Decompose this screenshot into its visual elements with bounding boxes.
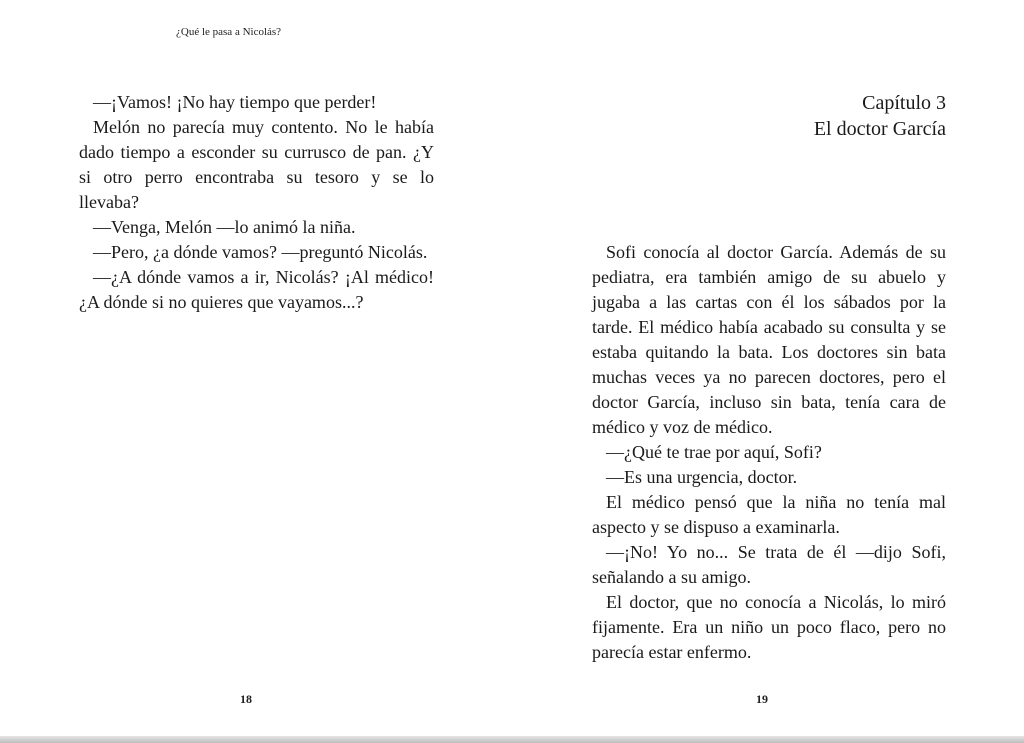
chapter-title: El doctor García: [813, 118, 946, 140]
right-page-text: [592, 240, 946, 665]
paragraph: —Pero, ¿a dónde vamos? —preguntó Nicolás.: [93, 242, 428, 262]
paragraph: Melón no parecía muy contento. No le había dado tiempo a esconder su currusco de pan. ¿Y si otro perro encontraba su tesoro y se lo llevaba?: [79, 117, 434, 212]
paragraph: —¿Qué te trae por aquí, Sofi?: [606, 442, 822, 462]
paragraph: Sofi conocía al doctor García. Además de su pediatra, era también amigo de su abuelo y jugaba a las cartas con él los sábados por la tarde. El médico había acabado su consulta y se estaba quitando la bata. Los doctores sin bata muchas veces ya no parecen doctores, pero el doctor García, incluso sin bata, tenía cara de médico y voz de médico.: [592, 242, 946, 437]
paragraph: —Venga, Melón —lo animó la niña.: [93, 217, 356, 237]
running-head: ¿Qué le pasa a Nicolás?: [176, 26, 282, 38]
paragraph: —¡No! Yo no... Se trata de él —dijo Sofi, señalando a su amigo.: [592, 542, 946, 587]
chapter-number: Capítulo 3: [862, 92, 946, 114]
chapter-heading: [814, 90, 946, 142]
paragraph: —Es una urgencia, doctor.: [606, 467, 798, 487]
paragraph: —¡Vamos! ¡No hay tiempo que perder!: [93, 92, 377, 112]
page-number: 18: [240, 692, 252, 706]
page-bottom-shadow: [0, 736, 1024, 743]
left-page-text: [79, 90, 434, 315]
paragraph: El médico pensó que la niña no tenía mal aspecto y se dispuso a examinarla.: [592, 492, 946, 537]
paragraph: —¿A dónde vamos a ir, Nicolás? ¡Al médico! ¿A dónde si no quieres que vayamos...?: [79, 267, 434, 312]
right-page: [512, 0, 1024, 743]
paragraph: El doctor, que no conocía a Nicolás, lo miró fijamente. Era un niño un poco flaco, pero no parecía estar enfermo.: [592, 592, 946, 662]
page-number: 19: [756, 692, 768, 706]
